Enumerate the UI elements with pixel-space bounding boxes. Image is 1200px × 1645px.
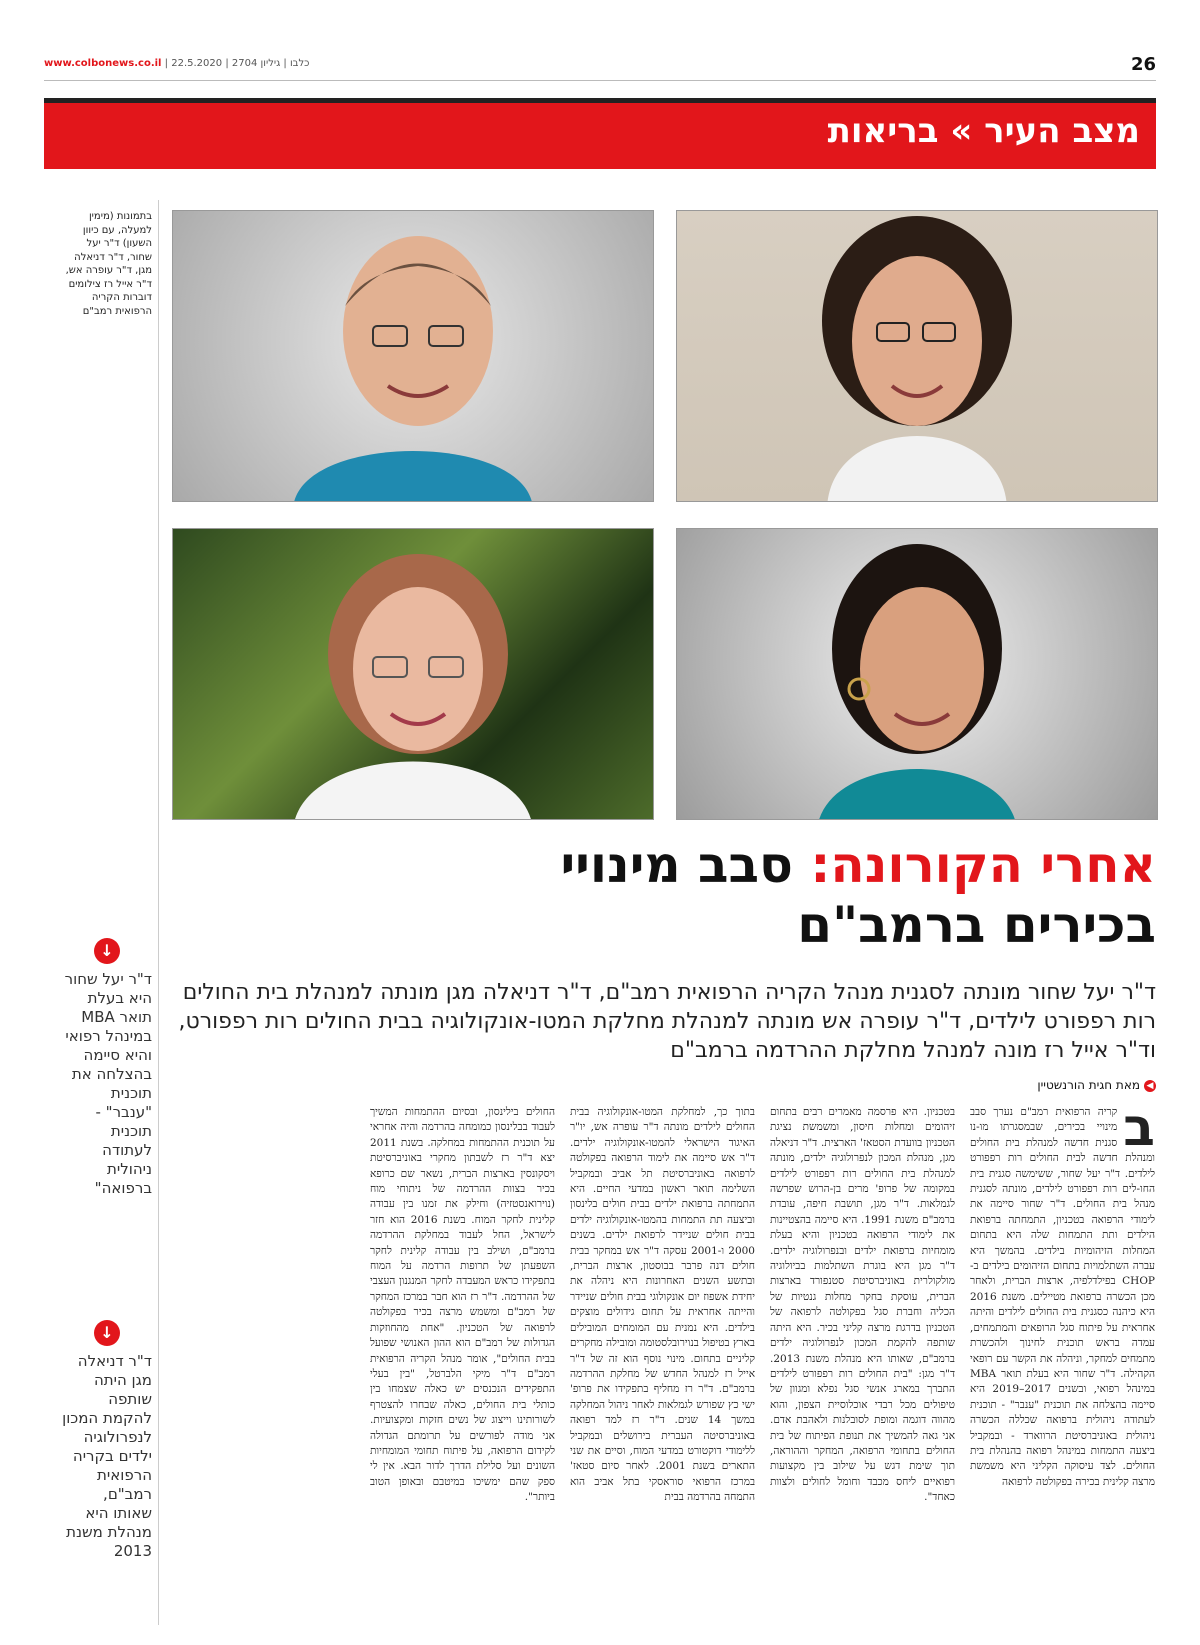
photo-caption: בתמונות (מימין למעלה, עם כיוון השעון) ד"ר יעל שחור, ד"ר דניאלה מגן, ד"ר עופרה אש, ד"ר אייל רז צילומים דוברות הקריה הרפואית רמב"ם — [65, 211, 152, 317]
column-text: החולים בילינסון, ובסיום ההתמחות המשיך לעבוד בבלינסון כמומחה בהרדמה והיה אחראי על תוכנית ההתמחות במחלקה. בשנת 2011 יצא ד"ר רז לשבתון מחקרי באוניברסיטת ויסקונסין בארצות הברית, נשאר שם כרופא בכיר בצוות ההרדמה של ניתוחי מוח (נוירואנסטזיה) וחילק את זמנו בין עבודה קלינית לחקר המוח. בשנת 2016 הוא חזר לישראל, החל לעבוד במחלקת ההרדמה ברמב"ם, ושילב בין עבודה קלינית לחקר השפעתן של תרופות הרדמה על המוח בתפקידו כראש המעבדה לחקר המנגנון העצבי של ההרדמה. ד"ר רז הוא חבר במרכז המחקר של רמב"ם ומשמש מרצה בכיר בפקולטה לרפואה של הטכניון. "אחת מהחוזקות הגדולות של רמב"ם הוא ההון האנושי שפועל בבית החולים", אומר מנהל הקריה הרפואית רמב"ם ד"ר מיקי הלברטל, "בין בעלי התפקידים הנכנסים יש כאלה שצמחו בין כותלי בית החולים, כאלה שבחרו להצטרף לשורותינו וייצוג של נשים חזקות ומקצועיות. אני מודה לפורשים על תרומתם הגדולה לקידום הרפואה, על פיתוח תחומי המומחיות השונים ועל סלילת הדרך לדור הבא. אין לי ספק שהם ימשיכו במיטבם ובאופן הטוב ביותר". — [370, 1106, 555, 1504]
arrow-down-icon: ↓ — [94, 938, 120, 964]
divider — [44, 80, 1156, 81]
section-banner — [44, 98, 1156, 169]
byline — [1037, 1078, 1156, 1092]
portrait-illustration — [677, 211, 1157, 501]
pull-quote-text: ד"ר יעל שחור היא בעלת תואר MBA במינהל רפואי והיא סיימה בהצלחה את תוכנית "ענבר" - תוכנית לעתודה ניהולית ברפואה" — [64, 970, 152, 1197]
headline-line-1: סבב מינויי — [560, 836, 811, 894]
portrait-photo-top-right — [676, 210, 1158, 502]
arrow-down-icon: ↓ — [94, 1320, 120, 1346]
arrow-left-icon: ◀ — [1144, 1080, 1156, 1092]
article-headline — [170, 835, 1156, 955]
article-subhead: ד"ר יעל שחור מונתה לסגנית מנהל הקריה הרפואית רמב"ם, ד"ר דניאלה מגן מונתה למנהלת בית החולים רות רפפורט לילדים, ד"ר עופרה אש מונתה למנהלת מחלקת המטו-אונקולוגיה בבית החולים רות רפפורט, וד"ר אייל רז מונה למנהל מחלקת ההרדמה ברמב"ם — [178, 980, 1156, 1063]
issue-meta: | כלבו | גיליון 2704 | 22.5.2020 — [164, 58, 310, 69]
section-title: מצב העיר » בריאות — [827, 111, 1140, 151]
pull-quote — [62, 1320, 152, 1561]
column-text: בתוך כך, למחלקת המטו-אונקולוגיה בבית החולים לילדים מונתה ד"ר עופרה אש, יו"ר האיגוד הישראלי להמטו-אונקולוגיה ילדים. ד"ר אש סיימה את לימוד הרפואה בפקולטה לרפואה באוניברסיטת תל אביב ובמקביל השלימה תואר ראשון במדעי החיים. היא התמחתה ברפואת ילדים בבית חולים בלינסון וביצעה תת התמחות בהמטו-אונקולוגיה ילדים בבית חולים שניידר לרפואת ילדים. בשנים 2000 ו-2001 עסקה ד"ר אש במחקר בבית חולים דנה פרבר בבוסטון, ארצות הברית, ובתשע השנים האחרונות היא ניהלה את יחידת אשפוז יום אונקולוגי בבית חולים שניידר והייתה אחראית על תחום גידולים מוצקים בילדים. היא נמנית עם המומחים המובילים בארץ בטיפול בנוירובלסטומה ומובילה מחקרים קליניים בתחום. מינוי נוסף הוא זה של ד"ר אייל רז למנהל החדש של מחלקת ההרדמה ברמב"ם. ד"ר רז מחליף בתפקידו את פרופ' ישי כץ שפורש לגמלאות לאחר ניהול המחלקה במשך 14 שנים. ד"ר רז למד רפואה באוניברסיטה העברית בירושלים ובמקביל ללימודי דוקטורט במדעי המוח, וסיים את שני התארים בשנת 2001. לאחר סיום סטאז' במרכז הרפואי סוראסקי בתל אביב הוא התמחה בהרדמה בבית — [570, 1106, 755, 1504]
pull-quote-text: ד"ר דניאלה מגן היתה שותפה להקמת המכון לנפרולוגיה ילדים בקריה הרפואית רמב"ם, שאותו היא מנהלת משנת 2013 — [62, 1352, 152, 1560]
column-text: בטכניון. היא פרסמה מאמרים רבים בתחום זיהומים ומחלות חיסון, ומשמשת נציגת הטכניון בוועדת הסטאז' הארצית. ד"ר דניאלה מגן, מנהלת המכון לנפרולוגיה ילדים, מונתה למנהלת בית החולים רות רפפורט לילדים במקומה של פרופ' מרים בן-הרוש שפרשה לגמלאות. ד"ר מגן, תושבת חיפה, עובדת ברמב"ם משנת 1991. היא סיימה בהצטיינות את לימודי הרפואה בטכניון והיא בעלת מומחיות ברפואת ילדים ובנפרולוגיה ילדים. ד"ר מגן היא בוגרת השתלמות בביולוגיה מולקולרית באוניברסיטת סטנפורד בארצות הברית, עוסקת בחקר מחלות גנטיות של הכליה וחברת סגל בפקולטה לרפואה של הטכניון בדרגת מרצה קליני בכיר. היא היתה שותפה להקמת המכון לנפרולוגיה ילדים ברמב"ם, שאותו היא מנהלת משנת 2013. ד"ר מגן: "בית החולים רות רפפורט לילדים התברך במארג אנשי סגל נפלא ומגוון של טיפולים מכל רבדי אוכלוסיית הצפון, והוא מהווה דוגמה ומופת לסובלנות ולאהבת אדם. אני גאה להמשיך את תנופת הפיתוח של בית החולים בתחומי הרפואה, המחקר וההוראה, תוך שימת דגש על שילוב בין מקצועות רפואיים ליחס מכבד וחומל לחולים ולצוות כאחד". — [770, 1106, 955, 1504]
portrait-illustration — [173, 211, 653, 501]
headline-highlight: אחרי הקורונה: — [810, 836, 1156, 894]
drop-cap: ב — [1123, 1105, 1155, 1158]
article-column-3 — [570, 1105, 755, 1625]
portrait-photo-bottom-left — [172, 528, 654, 820]
divider — [158, 200, 159, 1625]
portrait-photo-bottom-right — [676, 528, 1158, 820]
portrait-illustration — [677, 529, 1157, 819]
portrait-illustration — [173, 529, 653, 819]
byline-text: מאת חגית הורנשטיין — [1037, 1078, 1140, 1092]
article-column-4 — [370, 1105, 555, 1625]
pull-quote — [62, 938, 152, 1198]
column-text: קריה הרפואית רמב"ם נערך סבב מינויי בכירים, שבמסגרתו מו-נו סגנית חדשה למנהלת בית החולים ומנהלת חדשה לבית החולים רות רפפורט לילדים. ד"ר יעל שחור, ששימשה סגנית בית החו-לים רות רפפורט לילדים, מונתה לסגנית מנהל בית החולים. ד"ר שחור סיימה את לימודי הרפואה בטכניון, התמחתה ברפואת הילדים ותת התמחות שלה היא בתחום המחלות הזיהומיות בילדים. בהמשך היא עברה השתלמויות בתחום הזיהומים בילדים ב-CHOP בפילדלפיה, ארצות הברית, ולאחר מכן הכשרה ברפואת מטיילים. משנת 2016 היא כיהנה כסגנית בית החולים לילדים והיתה אחראית על פיתוח סגל הרופאים והמתמחים, עמדה בראש תוכנית לחינוך ולהכשרת מתמחים למחקר, וניהלה את הקשר עם רופאי הקהילה. ד"ר שחור היא בעלת תואר MBA במינהל רפואי, ובשנים 2017–2019 היא סיימה בהצלחה את תוכנית "ענבר" - תוכנית לעתודה ניהולית ברפואה שכללה הכשרה ניהולית באוניברסיטת הרווארד - ובמקביל ביצעה התמחות במינהל רפואה בהנהלת בית החולים. לצד עיסוקה הקליני היא משמשת מרצה קלינית בכירה בפקולטה לרפואה — [970, 1106, 1155, 1488]
site-header-line — [44, 58, 309, 69]
site-url[interactable]: www.colbonews.co.il — [44, 58, 162, 69]
portrait-photo-top-left — [172, 210, 654, 502]
article-column-1 — [970, 1105, 1155, 1625]
article-column-2 — [770, 1105, 955, 1625]
headline-line-2: בכירים ברמב"ם — [797, 896, 1156, 954]
page-number: 26 — [1130, 54, 1156, 75]
